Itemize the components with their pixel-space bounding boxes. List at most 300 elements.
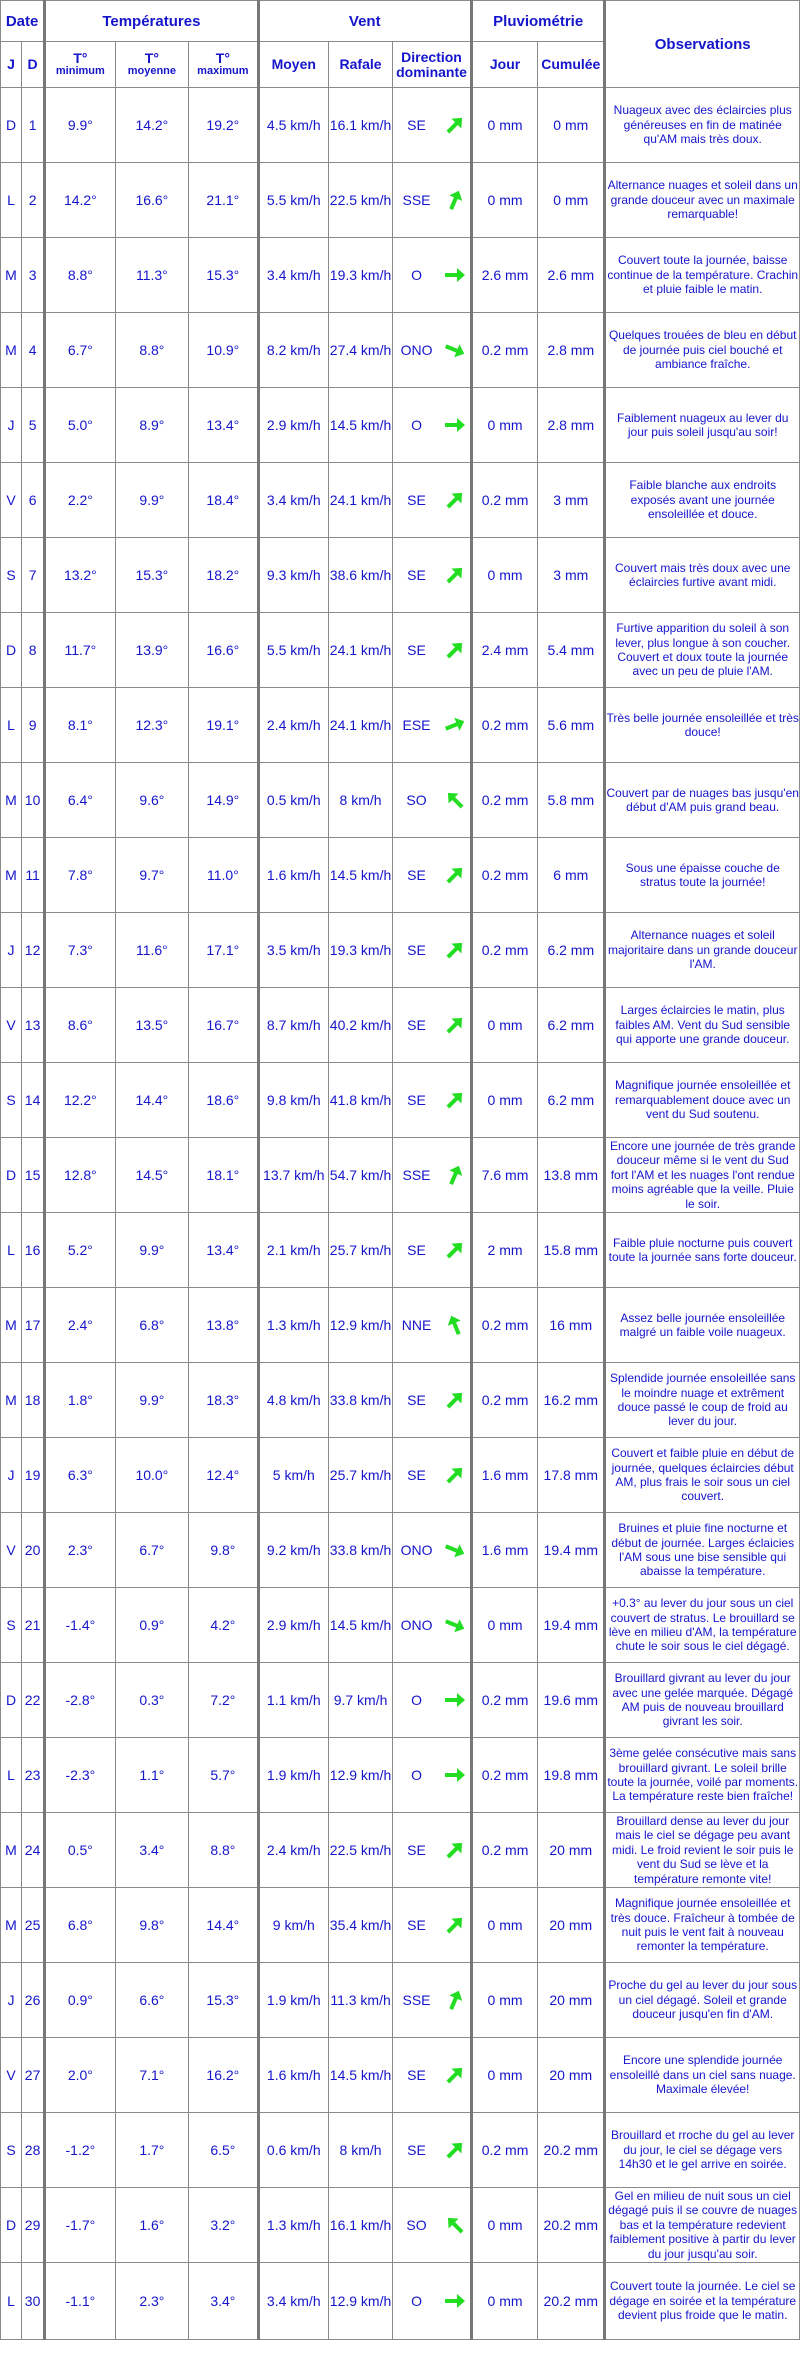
tmoy-cell: 10.0°	[115, 1438, 189, 1513]
weekday-cell: J	[1, 1438, 22, 1513]
rain-cumulative-cell: 20.2 mm	[538, 2113, 605, 2188]
tmax-cell: 4.2°	[189, 1588, 258, 1663]
table-row	[1, 238, 800, 313]
weekday-cell: L	[1, 1213, 22, 1288]
wind-gust-cell: 19.3 km/h	[328, 913, 392, 988]
wind-gust-cell: 12.9 km/h	[328, 1288, 392, 1363]
table-row	[1, 1513, 800, 1588]
tmin-cell: 7.8°	[45, 838, 115, 913]
tmax-cell: 14.4°	[189, 1888, 258, 1963]
tmax-cell: 18.6°	[189, 1063, 258, 1138]
tmax-cell: 16.2°	[189, 2038, 258, 2113]
wind-direction-cell: SE	[393, 838, 440, 913]
wind-average-cell: 9 km/h	[258, 1888, 328, 1963]
wind-gust-cell: 27.4 km/h	[328, 313, 392, 388]
weekday-cell: M	[1, 1813, 22, 1888]
tmoy-cell: 15.3°	[115, 538, 189, 613]
wind-arrow-cell	[440, 538, 472, 613]
day-cell: 30	[22, 2263, 45, 2340]
tmax-cell: 11.0°	[189, 838, 258, 913]
wind-average-cell: 2.9 km/h	[258, 388, 328, 463]
weekday-cell: D	[1, 613, 22, 688]
day-cell: 21	[22, 1588, 45, 1663]
day-header: D	[22, 42, 45, 88]
tmin-cell: 7.3°	[45, 913, 115, 988]
wind-arrow-cell	[440, 1438, 472, 1513]
day-cell: 24	[22, 1813, 45, 1888]
rain-day-cell: 0.2 mm	[471, 1813, 537, 1888]
table-body	[1, 88, 800, 2340]
rain-cumulative-cell: 5.8 mm	[538, 763, 605, 838]
wind-gust-cell: 16.1 km/h	[328, 2188, 392, 2263]
rain-cumulative-cell: 13.8 mm	[538, 1138, 605, 1213]
wind-direction-cell: ONO	[393, 1513, 440, 1588]
tmoy-cell: 6.6°	[115, 1963, 189, 2038]
wind-direction-arrow-icon	[443, 1238, 467, 1262]
day-cell: 26	[22, 1963, 45, 2038]
rain-day-cell: 7.6 mm	[471, 1138, 537, 1213]
wind-arrow-cell	[440, 1738, 472, 1813]
wind-arrow-cell	[440, 688, 472, 763]
table-row	[1, 763, 800, 838]
weekday-cell: D	[1, 1138, 22, 1213]
rain-cumulative-cell: 0 mm	[538, 163, 605, 238]
tmin-cell: 6.8°	[45, 1888, 115, 1963]
day-cell: 5	[22, 388, 45, 463]
tmax-cell: 18.1°	[189, 1138, 258, 1213]
wind-arrow-cell	[440, 238, 472, 313]
wind-direction-cell: ONO	[393, 313, 440, 388]
tmax-cell: 5.7°	[189, 1738, 258, 1813]
observation-cell: Faiblement nuageux au lever du jour puis soleil jusqu'au soir!	[605, 388, 800, 463]
tmoy-header	[115, 42, 189, 88]
wind-direction-arrow-icon	[443, 1838, 467, 1862]
weekday-header: J	[1, 42, 22, 88]
tmin-header-sub: minimum	[55, 65, 105, 78]
weekday-cell: D	[1, 88, 22, 163]
wind-direction-cell: SE	[393, 613, 440, 688]
wind-arrow-cell	[440, 2113, 472, 2188]
day-cell: 9	[22, 688, 45, 763]
tmoy-cell: 9.6°	[115, 763, 189, 838]
tmoy-cell: 9.7°	[115, 838, 189, 913]
wind-average-cell: 3.4 km/h	[258, 238, 328, 313]
rain-cumulative-cell: 15.8 mm	[538, 1213, 605, 1288]
rain-day-cell: 2.4 mm	[471, 613, 537, 688]
rain-cumulative-cell: 6.2 mm	[538, 988, 605, 1063]
observation-cell: Splendide journée ensoleillée sans le moindre nuage et extrêment douce passé le coup de froid au lever du jour.	[605, 1363, 800, 1438]
tmax-cell: 13.8°	[189, 1288, 258, 1363]
wind-arrow-cell	[440, 1888, 472, 1963]
weekday-cell: M	[1, 1363, 22, 1438]
tmin-cell: 9.9°	[45, 88, 115, 163]
wind-direction-arrow-icon	[443, 1088, 467, 1112]
day-cell: 3	[22, 238, 45, 313]
tmoy-cell: 1.1°	[115, 1738, 189, 1813]
tmax-cell: 18.4°	[189, 463, 258, 538]
rain-cumulative-cell: 2.6 mm	[538, 238, 605, 313]
rain-cumulative-cell: 3 mm	[538, 538, 605, 613]
day-cell: 28	[22, 2113, 45, 2188]
wind-direction-cell: O	[393, 1738, 440, 1813]
weekday-cell: S	[1, 538, 22, 613]
day-cell: 18	[22, 1363, 45, 1438]
observation-cell: Alternance nuages et soleil majoritaire dans un grande douceur l'AM.	[605, 913, 800, 988]
tmin-cell: -1.1°	[45, 2263, 115, 2340]
observation-cell: Alternance nuages et soleil dans un grande douceur avec un maximale remarquable!	[605, 163, 800, 238]
weekday-cell: S	[1, 1588, 22, 1663]
observation-cell: Nuageux avec des éclaircies plus généreuses en fin de matinée qu'AM mais très doux.	[605, 88, 800, 163]
wind-average-cell: 5.5 km/h	[258, 163, 328, 238]
wind-average-cell: 2.4 km/h	[258, 1813, 328, 1888]
tmin-cell: -1.4°	[45, 1588, 115, 1663]
wind-direction-arrow-icon	[443, 2138, 467, 2162]
observation-cell: Quelques trouées de bleu en début de journée puis ciel bouché et ambiance fraîche.	[605, 313, 800, 388]
table-row	[1, 2038, 800, 2113]
day-cell: 12	[22, 913, 45, 988]
rain-day-cell: 0 mm	[471, 88, 537, 163]
wind-gust-cell: 33.8 km/h	[328, 1363, 392, 1438]
tmoy-cell: 11.3°	[115, 238, 189, 313]
tmax-header	[189, 42, 258, 88]
observation-cell: Couvert mais très doux avec une éclaircies furtive avant midi.	[605, 538, 800, 613]
wind-arrow-cell	[440, 463, 472, 538]
rain-day-cell: 0.2 mm	[471, 838, 537, 913]
wind-direction-arrow-icon	[443, 1463, 467, 1487]
rain-day-cell: 0.2 mm	[471, 463, 537, 538]
table-row	[1, 988, 800, 1063]
tmax-cell: 15.3°	[189, 1963, 258, 2038]
wind-average-cell: 9.2 km/h	[258, 1513, 328, 1588]
observations-header: Observations	[605, 1, 800, 88]
wind-direction-cell: SE	[393, 913, 440, 988]
tmoy-cell: 0.3°	[115, 1663, 189, 1738]
table-row	[1, 2113, 800, 2188]
table-row	[1, 1813, 800, 1888]
table-row	[1, 1588, 800, 1663]
observation-cell: Couvert toute la journée, baisse continue de la température. Crachin et pluie faible le matin.	[605, 238, 800, 313]
tmax-cell: 18.3°	[189, 1363, 258, 1438]
tmoy-cell: 14.4°	[115, 1063, 189, 1138]
weekday-cell: V	[1, 1513, 22, 1588]
wind-arrow-cell	[440, 388, 472, 463]
table-row	[1, 1438, 800, 1513]
tmoy-header-sub: moyenne	[127, 65, 177, 78]
wind-average-cell: 0.5 km/h	[258, 763, 328, 838]
wind-direction-cell: SSE	[393, 1138, 440, 1213]
tmin-cell: 6.3°	[45, 1438, 115, 1513]
weekday-cell: J	[1, 388, 22, 463]
wind-average-cell: 8.7 km/h	[258, 988, 328, 1063]
wind-gust-cell: 19.3 km/h	[328, 238, 392, 313]
weekday-cell: J	[1, 913, 22, 988]
tmax-cell: 3.4°	[189, 2263, 258, 2340]
wind-gust-cell: 14.5 km/h	[328, 1588, 392, 1663]
wind-arrow-cell	[440, 1288, 472, 1363]
wind-direction-header: Direction dominante	[393, 42, 472, 88]
weekday-cell: V	[1, 2038, 22, 2113]
tmoy-cell: 9.9°	[115, 463, 189, 538]
tmoy-cell: 14.5°	[115, 1138, 189, 1213]
observation-cell: Couvert et faible pluie en début de journée, quelques éclaircies début AM, plus frais le soir sous un ciel couvert.	[605, 1438, 800, 1513]
table-row	[1, 538, 800, 613]
rain-day-cell: 2 mm	[471, 1213, 537, 1288]
tmax-cell: 17.1°	[189, 913, 258, 988]
rain-cumulative-cell: 16.2 mm	[538, 1363, 605, 1438]
table-row	[1, 1288, 800, 1363]
tmax-cell: 13.4°	[189, 1213, 258, 1288]
wind-gust-cell: 41.8 km/h	[328, 1063, 392, 1138]
day-cell: 10	[22, 763, 45, 838]
weekday-cell: M	[1, 238, 22, 313]
tmoy-cell: 6.7°	[115, 1513, 189, 1588]
tmoy-cell: 9.9°	[115, 1363, 189, 1438]
day-cell: 27	[22, 2038, 45, 2113]
wind-arrow-cell	[440, 763, 472, 838]
wind-direction-arrow-icon	[443, 1688, 467, 1712]
rain-day-cell: 0.2 mm	[471, 1663, 537, 1738]
wind-direction-cell: SE	[393, 463, 440, 538]
wind-direction-arrow-icon	[443, 263, 467, 287]
tmoy-cell: 12.3°	[115, 688, 189, 763]
wind-direction-cell: SE	[393, 1363, 440, 1438]
wind-direction-cell: O	[393, 1663, 440, 1738]
wind-average-cell: 3.5 km/h	[258, 913, 328, 988]
wind-average-cell: 4.8 km/h	[258, 1363, 328, 1438]
tmin-header-label: T°	[73, 50, 88, 67]
wind-arrow-cell	[440, 2038, 472, 2113]
tmax-header-label: T°	[215, 50, 230, 67]
rain-day-cell: 0 mm	[471, 2038, 537, 2113]
wind-gust-cell: 22.5 km/h	[328, 163, 392, 238]
wind-direction-arrow-icon	[443, 1913, 467, 1937]
rain-day-cell: 0 mm	[471, 988, 537, 1063]
table-row	[1, 463, 800, 538]
wind-direction-arrow-icon	[443, 2213, 467, 2237]
wind-average-cell: 13.7 km/h	[258, 1138, 328, 1213]
tmax-cell: 6.5°	[189, 2113, 258, 2188]
tmax-cell: 7.2°	[189, 1663, 258, 1738]
wind-direction-arrow-icon	[443, 863, 467, 887]
observation-cell: Couvert par de nuages bas jusqu'en début d'AM puis grand beau.	[605, 763, 800, 838]
rain-day-cell: 0 mm	[471, 1963, 537, 2038]
wind-gust-cell: 16.1 km/h	[328, 88, 392, 163]
wind-average-cell: 2.1 km/h	[258, 1213, 328, 1288]
tmin-cell: 12.2°	[45, 1063, 115, 1138]
wind-gust-cell: 14.5 km/h	[328, 2038, 392, 2113]
day-cell: 1	[22, 88, 45, 163]
wind-arrow-cell	[440, 613, 472, 688]
tmax-header-sub: maximum	[197, 65, 249, 78]
tmax-cell: 14.9°	[189, 763, 258, 838]
wind-direction-arrow-icon	[443, 1313, 467, 1337]
wind-arrow-cell	[440, 163, 472, 238]
rain-day-cell: 1.6 mm	[471, 1513, 537, 1588]
tmoy-cell: 16.6°	[115, 163, 189, 238]
tmin-cell: 6.4°	[45, 763, 115, 838]
wind-direction-arrow-icon	[443, 788, 467, 812]
tmax-cell: 9.8°	[189, 1513, 258, 1588]
table-row	[1, 1363, 800, 1438]
wind-average-cell: 5.5 km/h	[258, 613, 328, 688]
wind-direction-arrow-icon	[443, 2063, 467, 2087]
rain-day-cell: 0.2 mm	[471, 313, 537, 388]
rain-day-cell: 0 mm	[471, 2263, 537, 2340]
wind-direction-arrow-icon	[443, 1388, 467, 1412]
day-cell: 19	[22, 1438, 45, 1513]
wind-direction-cell: O	[393, 2263, 440, 2340]
tmoy-cell: 6.8°	[115, 1288, 189, 1363]
tmin-cell: -1.2°	[45, 2113, 115, 2188]
tmax-cell: 16.6°	[189, 613, 258, 688]
wind-average-cell: 1.3 km/h	[258, 1288, 328, 1363]
observation-cell: Magnifique journée ensoleillée et remarquablement douce avec un vent du Sud soutenu.	[605, 1063, 800, 1138]
wind-direction-arrow-icon	[443, 188, 467, 212]
tmin-cell: 2.3°	[45, 1513, 115, 1588]
tmin-cell: 6.7°	[45, 313, 115, 388]
table-row	[1, 2188, 800, 2263]
observation-cell: Bruines et pluie fine nocturne et début de journée. Larges éclaicies l'AM sous une bise sensible qui abaisse la température.	[605, 1513, 800, 1588]
day-cell: 20	[22, 1513, 45, 1588]
rain-cumulative-cell: 3 mm	[538, 463, 605, 538]
rain-cumulative-cell: 20.2 mm	[538, 2188, 605, 2263]
wind-direction-arrow-icon	[443, 1013, 467, 1037]
observation-cell: Faible pluie nocturne puis couvert toute la journée sans forte douceur.	[605, 1213, 800, 1288]
day-cell: 2	[22, 163, 45, 238]
tmoy-cell: 13.9°	[115, 613, 189, 688]
wind-gust-cell: 33.8 km/h	[328, 1513, 392, 1588]
tmin-cell: 8.6°	[45, 988, 115, 1063]
wind-direction-cell: SE	[393, 2038, 440, 2113]
rain-day-cell: 0.2 mm	[471, 1363, 537, 1438]
rain-day-cell: 0 mm	[471, 1888, 537, 1963]
wind-arrow-cell	[440, 313, 472, 388]
tmax-cell: 12.4°	[189, 1438, 258, 1513]
rain-cumulative-cell: 20 mm	[538, 1963, 605, 2038]
temperatures-header: Températures	[45, 1, 258, 42]
table-row	[1, 2263, 800, 2340]
rain-cumulative-cell: 2.8 mm	[538, 388, 605, 463]
tmin-cell: 8.1°	[45, 688, 115, 763]
rain-cumulative-cell: 19.4 mm	[538, 1588, 605, 1663]
observation-cell: Furtive apparition du soleil à son lever, plus longue à son coucher. Couvert et doux toute la journée avec un peu de pluie l'AM.	[605, 613, 800, 688]
tmin-cell: 2.0°	[45, 2038, 115, 2113]
observation-cell: +0.3° au lever du jour sous un ciel couvert de stratus. Le brouillard se lève en milieu d'AM, la température chute le soir sous le ciel dégagé.	[605, 1588, 800, 1663]
rain-cumulative-cell: 20.2 mm	[538, 2263, 605, 2340]
wind-arrow-cell	[440, 838, 472, 913]
tmax-cell: 8.8°	[189, 1813, 258, 1888]
day-cell: 14	[22, 1063, 45, 1138]
day-cell: 29	[22, 2188, 45, 2263]
wind-direction-cell: SO	[393, 763, 440, 838]
tmax-cell: 15.3°	[189, 238, 258, 313]
wind-average-cell: 3.4 km/h	[258, 2263, 328, 2340]
observation-cell: Brouillard givrant au lever du jour avec une gelée marquée. Dégagé AM puis de nouveau brouillard givrant les soir.	[605, 1663, 800, 1738]
day-cell: 17	[22, 1288, 45, 1363]
wind-direction-arrow-icon	[443, 1988, 467, 2012]
rain-day-header: Jour	[471, 42, 537, 88]
wind-gust-cell: 38.6 km/h	[328, 538, 392, 613]
rain-day-cell: 2.6 mm	[471, 238, 537, 313]
rain-day-cell: 0 mm	[471, 1063, 537, 1138]
rain-day-cell: 0 mm	[471, 2188, 537, 2263]
wind-direction-arrow-icon	[443, 563, 467, 587]
wind-arrow-cell	[440, 2188, 472, 2263]
wind-arrow-cell	[440, 1813, 472, 1888]
wind-gust-cell: 24.1 km/h	[328, 463, 392, 538]
wind-arrow-cell	[440, 1588, 472, 1663]
weekday-cell: S	[1, 1063, 22, 1138]
wind-average-cell: 4.5 km/h	[258, 88, 328, 163]
observation-cell: Proche du gel au lever du jour sous un ciel dégagé. Soleil et grande douceur jusqu'en fin d'AM.	[605, 1963, 800, 2038]
wind-direction-cell: O	[393, 238, 440, 313]
table-row	[1, 1063, 800, 1138]
wind-direction-cell: SE	[393, 1813, 440, 1888]
wind-gust-cell: 25.7 km/h	[328, 1438, 392, 1513]
tmin-cell: 11.7°	[45, 613, 115, 688]
wind-gust-cell: 35.4 km/h	[328, 1888, 392, 1963]
tmoy-cell: 3.4°	[115, 1813, 189, 1888]
wind-average-cell: 0.6 km/h	[258, 2113, 328, 2188]
tmin-cell: 0.5°	[45, 1813, 115, 1888]
table-row	[1, 613, 800, 688]
day-cell: 16	[22, 1213, 45, 1288]
weekday-cell: D	[1, 2188, 22, 2263]
rain-cumulative-cell: 16 mm	[538, 1288, 605, 1363]
wind-average-cell: 1.3 km/h	[258, 2188, 328, 2263]
observation-cell: Brouillard et rroche du gel au lever du jour, le ciel se dégage vers 14h30 et le gel arrive en soirée.	[605, 2113, 800, 2188]
wind-average-cell: 9.3 km/h	[258, 538, 328, 613]
rainfall-header: Pluviométrie	[471, 1, 604, 42]
rain-day-cell: 0 mm	[471, 538, 537, 613]
wind-gust-cell: 14.5 km/h	[328, 838, 392, 913]
tmax-cell: 16.7°	[189, 988, 258, 1063]
wind-direction-arrow-icon	[443, 1613, 467, 1637]
wind-direction-arrow-icon	[443, 488, 467, 512]
tmin-cell: 2.4°	[45, 1288, 115, 1363]
observation-cell: Assez belle journée ensoleillée malgré un faible voile nuageux.	[605, 1288, 800, 1363]
wind-direction-cell: SE	[393, 988, 440, 1063]
table-row	[1, 1663, 800, 1738]
tmoy-cell: 1.7°	[115, 2113, 189, 2188]
wind-header: Vent	[258, 1, 471, 42]
tmin-cell: 5.2°	[45, 1213, 115, 1288]
wind-average-cell: 2.9 km/h	[258, 1588, 328, 1663]
day-cell: 22	[22, 1663, 45, 1738]
wind-gust-cell: 8 km/h	[328, 2113, 392, 2188]
wind-gust-cell: 54.7 km/h	[328, 1138, 392, 1213]
tmax-cell: 19.1°	[189, 688, 258, 763]
wind-average-cell: 9.8 km/h	[258, 1063, 328, 1138]
day-cell: 23	[22, 1738, 45, 1813]
wind-direction-arrow-icon	[443, 1763, 467, 1787]
tmoy-header-label: T°	[144, 50, 159, 67]
rain-cumulative-cell: 17.8 mm	[538, 1438, 605, 1513]
tmoy-cell: 8.8°	[115, 313, 189, 388]
wind-direction-cell: ONO	[393, 1588, 440, 1663]
wind-average-cell: 1.6 km/h	[258, 2038, 328, 2113]
wind-average-cell: 5 km/h	[258, 1438, 328, 1513]
tmin-cell: 8.8°	[45, 238, 115, 313]
table-row	[1, 88, 800, 163]
weekday-cell: V	[1, 463, 22, 538]
observation-cell: Magnifique journée ensoleillée et très douce. Fraîcheur à tombée de nuit puis le vent fait à nouveau remonter la température.	[605, 1888, 800, 1963]
tmoy-cell: 2.3°	[115, 2263, 189, 2340]
rain-day-cell: 0.2 mm	[471, 1288, 537, 1363]
observation-cell: Couvert toute la journée. Le ciel se dégage en soirée et la température devient plus froide que le matin.	[605, 2263, 800, 2340]
tmin-cell: 5.0°	[45, 388, 115, 463]
wind-direction-cell: SE	[393, 1438, 440, 1513]
